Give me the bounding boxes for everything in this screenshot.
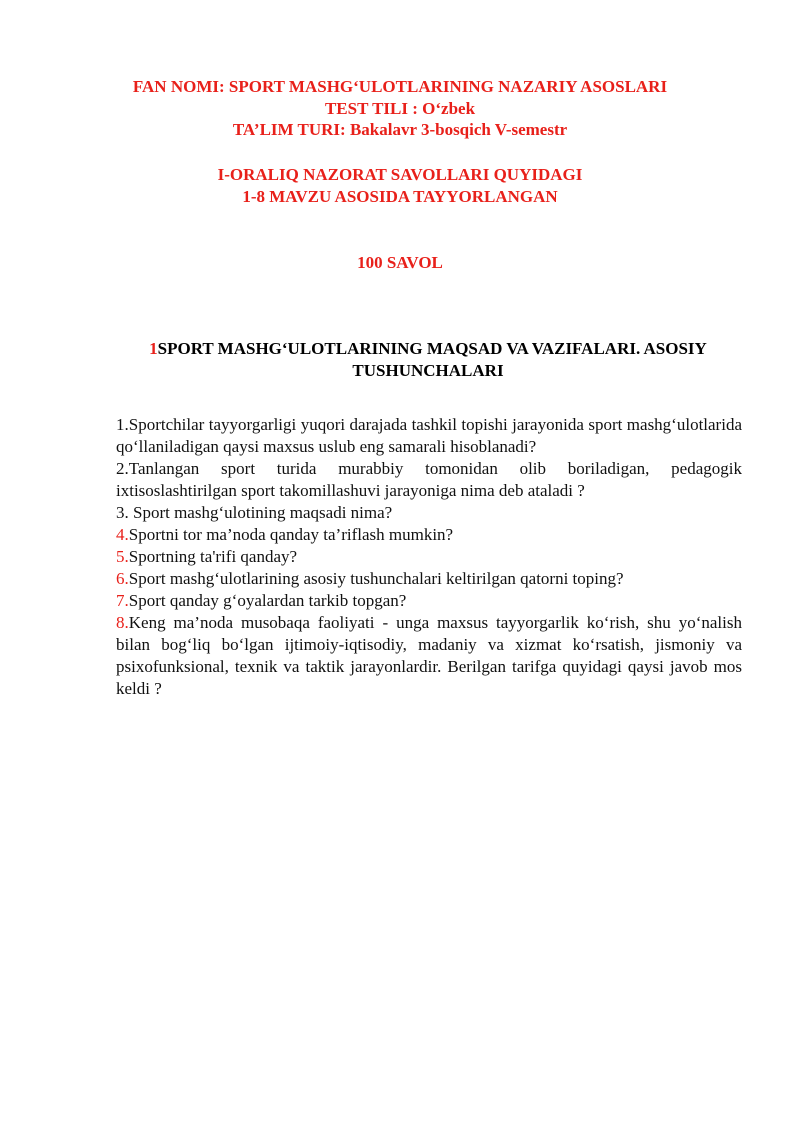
question-item [116,524,742,546]
section-title-text: SPORT MASHG‘ULOTLARINING MAQSAD VA VAZIFALARI. ASOSIY TUSHUNCHALARI [157,339,707,380]
question-number: 4. [116,525,129,544]
question-number: 7. [116,591,129,610]
question-text: Keng ma’noda musobaqa faoliyati - unga maxsus tayyorgarlik ko‘rish, shu yo‘nalish bilan bog‘liq bo‘lgan ijtimoiy-iqtisodiy, madaniy va xizmat ko‘rsatish, jismoniy va psixofunksional, texnik va taktik jarayonlardir. Berilgan tarifga quyidagi qaysi javob mos keldi ? [116,613,742,698]
question-item [116,414,742,458]
course-info-header [0,76,800,141]
question-text: Sport mashg‘ulotlarining asosiy tushunchalari keltirilgan qatorni toping? [128,569,624,588]
question-text: Tanlangan sport turida murabbiy tomonidan olib boriladigan, pedagogik ixtisoslashtirilgan sport takomillashuvi jarayoniga nima deb ataladi ? [116,459,742,500]
question-number: 6. [116,569,129,588]
question-number: 8. [116,613,129,632]
question-number: 2. [116,459,129,478]
section-heading [116,338,740,382]
question-list [116,414,742,700]
question-number: 5. [116,547,129,566]
question-count [0,252,800,274]
education-type: TA’LIM TURI: Bakalavr 3-bosqich V-semestr [232,120,568,139]
question-item [116,568,742,590]
question-number: 1. [116,415,129,434]
test-language: TEST TILI : O‘zbek [324,98,476,118]
question-count-label: 100 SAVOL [357,253,443,272]
section-number: 1 [149,339,158,358]
question-item [116,590,742,612]
question-item [116,458,742,502]
question-item [116,502,742,524]
exam-title: I-ORALIQ NAZORAT SAVOLLARI QUYIDAGI [217,165,583,184]
question-text: Sportchilar tayyorgarligi yuqori darajada tashkil topishi jarayonida sport mashg‘ulotlarida qo‘llaniladigan qaysi maxsus uslub eng samarali hisoblanadi? [116,415,742,456]
exam-info-header [0,164,800,207]
question-text: Sport qanday g‘oyalardan tarkib topgan? [128,591,407,610]
question-text: Sportning ta'rifi qanday? [128,547,298,566]
question-item [116,546,742,568]
exam-topics: 1-8 MAVZU ASOSIDA TAYYORLANGAN [242,186,558,206]
question-number: 3. [116,503,129,522]
question-item [116,612,742,700]
question-text: Sport mashg‘ulotining maqsadi nima? [128,503,393,522]
course-name: FAN NOMI: SPORT MASHG‘ULOTLARINING NAZARIY ASOSLARI [132,77,668,96]
question-text: Sportni tor ma’noda qanday ta’riflash mumkin? [128,525,454,544]
